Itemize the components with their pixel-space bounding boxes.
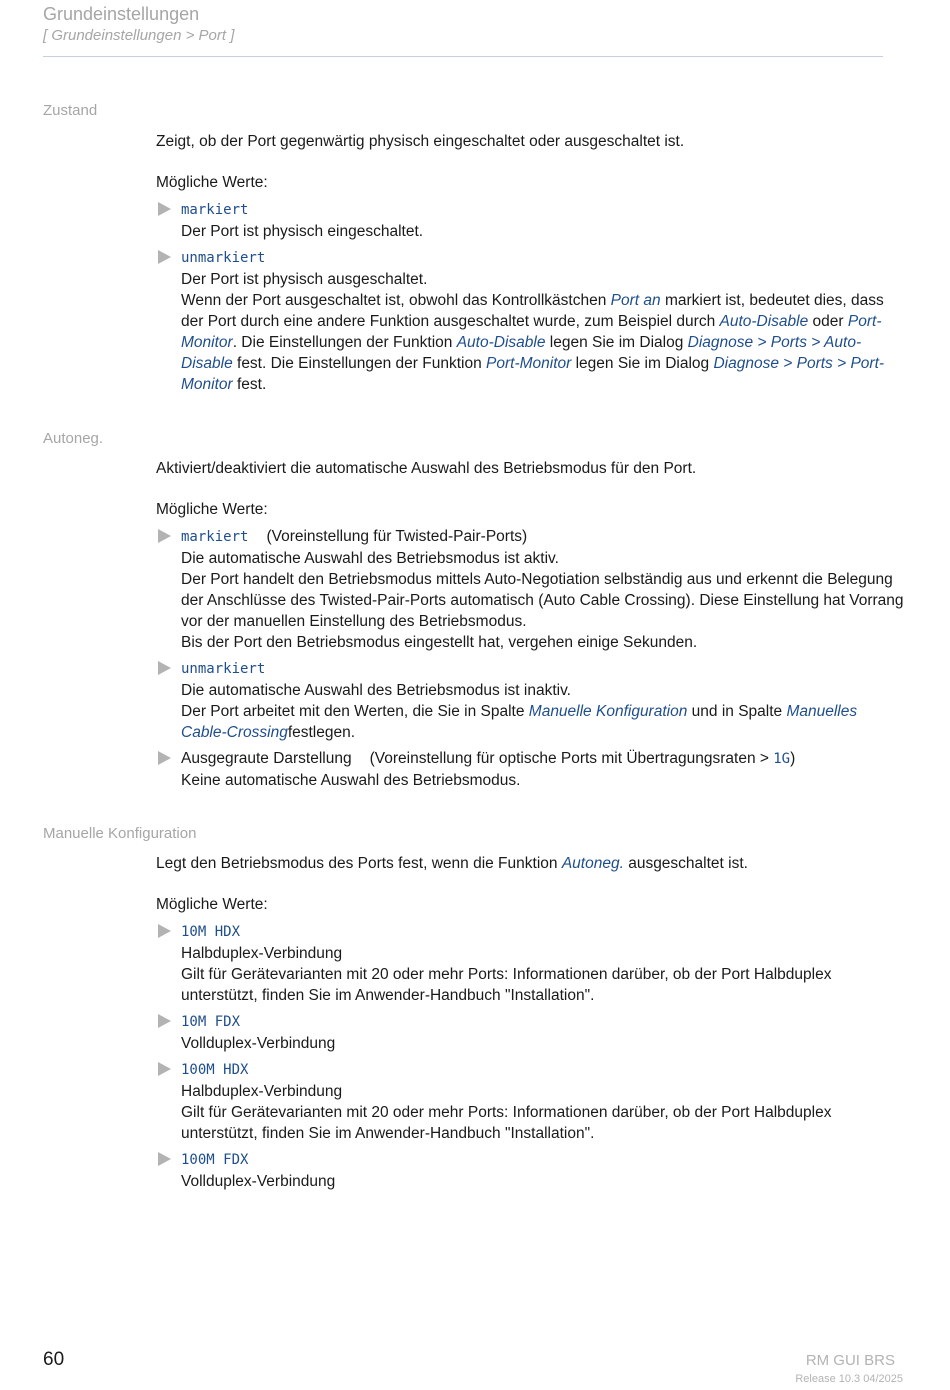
- value-code: 1G: [773, 751, 791, 767]
- value-explanation: Gilt für Gerätevarianten mit 20 oder mehr Ports: Informationen darüber, ob der Port Halbduplex unterstützt, finden Sie im Anwender-Handbuch "Installation".: [181, 966, 832, 1004]
- value-text: Der Port ist physisch ausgeschaltet.: [181, 271, 428, 288]
- possible-values-heading: Mögliche Werte:: [156, 896, 268, 913]
- section-description: Aktiviert/deaktiviert die automatische Auswahl des Betriebsmodus für den Port.: [156, 460, 697, 477]
- section-label-autoneg: Autoneg.: [43, 430, 104, 447]
- chapter-title: Grundeinstellungen: [43, 4, 200, 24]
- value-item: [156, 199, 906, 242]
- value-item: [156, 658, 906, 743]
- value-code: unmarkiert: [181, 661, 266, 677]
- value-code: unmarkiert: [181, 250, 266, 266]
- value-explanation: [181, 290, 906, 395]
- bullet-arrow-icon: [158, 250, 171, 264]
- value-note: (Voreinstellung für Twisted-Pair-Ports): [266, 528, 528, 545]
- bullet-arrow-icon: [158, 1014, 171, 1028]
- value-explanation: [181, 701, 906, 743]
- value-code: 10M FDX: [181, 1014, 241, 1030]
- bullet-arrow-icon: [158, 1152, 171, 1166]
- section-description: [156, 853, 906, 874]
- section-zustand: [156, 131, 906, 400]
- ref-manuelle-konfiguration: Manuelle Konfiguration: [528, 703, 688, 720]
- value-code: 100M FDX: [181, 1152, 249, 1168]
- ref-autoneg: Autoneg.: [561, 855, 624, 872]
- text-run: Legt den Betriebsmodus des Ports fest, wenn die Funktion: [156, 855, 562, 872]
- text-run: festlegen.: [287, 724, 356, 741]
- ref-dialog-port-monitor: Diagnose > Ports > Port-Monitor: [181, 355, 885, 393]
- value-item: [156, 247, 906, 395]
- value-item: [156, 748, 906, 791]
- bullet-arrow-icon: [158, 529, 171, 543]
- value-text: Halbduplex-Verbindung: [181, 1083, 343, 1100]
- text-run: fest. Die Einstellungen der Funktion: [232, 355, 487, 372]
- value-code: markiert: [181, 529, 249, 545]
- section-label-manuelle-konfiguration: Manuelle Konfiguration: [43, 825, 197, 842]
- header-divider: [43, 56, 883, 57]
- page-number: 60: [43, 1349, 65, 1370]
- text-run: Der Port arbeitet mit den Werten, die Sie in Spalte: [181, 703, 529, 720]
- value-text: Vollduplex-Verbindung: [181, 1173, 336, 1190]
- value-note: (Voreinstellung für optische Ports mit Übertragungsraten >: [369, 750, 774, 767]
- page-header: [43, 3, 883, 46]
- value-note: ): [790, 750, 796, 767]
- bullet-arrow-icon: [158, 924, 171, 938]
- value-code: 100M HDX: [181, 1062, 249, 1078]
- value-text: Der Port ist physisch eingeschaltet.: [181, 223, 424, 240]
- value-item: [156, 1011, 906, 1054]
- value-code: markiert: [181, 202, 249, 218]
- section-description: Zeigt, ob der Port gegenwärtig physisch eingeschaltet oder ausgeschaltet ist.: [156, 133, 685, 150]
- ref-dialog-auto-disable: Diagnose > Ports > Auto-Disable: [181, 334, 862, 372]
- possible-values-heading: Mögliche Werte:: [156, 501, 268, 518]
- bullet-arrow-icon: [158, 1062, 171, 1076]
- text-run: und in Spalte: [687, 703, 787, 720]
- footer-release: Release 10.3 04/2025: [795, 1373, 903, 1385]
- value-label: Ausgegraute Darstellung: [181, 750, 352, 767]
- value-item: [156, 526, 906, 653]
- ref-manuelles-cable-crossing: Manuelles Cable-Crossing: [181, 703, 858, 741]
- bullet-arrow-icon: [158, 202, 171, 216]
- value-code: 10M HDX: [181, 924, 241, 940]
- value-item: [156, 1149, 906, 1192]
- value-text: Die automatische Auswahl des Betriebsmodus ist aktiv.: [181, 550, 559, 567]
- text-run: markiert ist, bedeutet dies, dass der Port durch eine andere Funktion ausgeschaltet wurde, zum Beispiel durch: [181, 292, 884, 330]
- section-label-zustand: Zustand: [43, 102, 98, 119]
- value-text: Die automatische Auswahl des Betriebsmodus ist inaktiv.: [181, 682, 571, 699]
- footer-document-id: RM GUI BRS: [805, 1352, 895, 1369]
- value-explanation: Gilt für Gerätevarianten mit 20 oder mehr Ports: Informationen darüber, ob der Port Halbduplex unterstützt, finden Sie im Anwender-Handbuch "Installation".: [181, 1104, 832, 1142]
- value-text: Keine automatische Auswahl des Betriebsmodus.: [181, 772, 521, 789]
- bullet-arrow-icon: [158, 661, 171, 675]
- text-run: . Die Einstellungen der Funktion: [232, 334, 457, 351]
- value-text: Halbduplex-Verbindung: [181, 945, 343, 962]
- ref-port-an: Port an: [610, 292, 661, 309]
- breadcrumb: [ Grundeinstellungen > Port ]: [43, 27, 235, 44]
- value-item: [156, 1059, 906, 1144]
- value-text: Vollduplex-Verbindung: [181, 1035, 336, 1052]
- value-explanation: Der Port handelt den Betriebsmodus mittels Auto-Negotiation selbständig aus und erkennt die Belegung der Anschlüsse des Twisted-Pair-Ports automatisch (Auto Cable Crossing). Diese Einstellung hat Vorrang vor der manuellen Einstellung des Betriebsmodus.: [181, 571, 904, 630]
- possible-values-heading: Mögliche Werte:: [156, 174, 268, 191]
- text-run: oder: [808, 313, 848, 330]
- text-run: legen Sie im Dialog: [571, 355, 714, 372]
- section-manuelle-konfiguration: [156, 853, 906, 1197]
- ref-auto-disable: Auto-Disable: [719, 313, 809, 330]
- value-item: [156, 921, 906, 1006]
- value-explanation: Bis der Port den Betriebsmodus eingestellt hat, vergehen einige Sekunden.: [181, 634, 698, 651]
- ref-auto-disable: Auto-Disable: [456, 334, 546, 351]
- bullet-arrow-icon: [158, 751, 171, 765]
- text-run: legen Sie im Dialog: [545, 334, 688, 351]
- ref-port-monitor: Port-Monitor: [181, 313, 882, 351]
- section-autoneg: [156, 458, 906, 796]
- ref-port-monitor: Port-Monitor: [486, 355, 572, 372]
- text-run: fest.: [232, 376, 267, 393]
- text-run: Wenn der Port ausgeschaltet ist, obwohl das Kontrollkästchen: [181, 292, 611, 309]
- text-run: ausgeschaltet ist.: [623, 855, 748, 872]
